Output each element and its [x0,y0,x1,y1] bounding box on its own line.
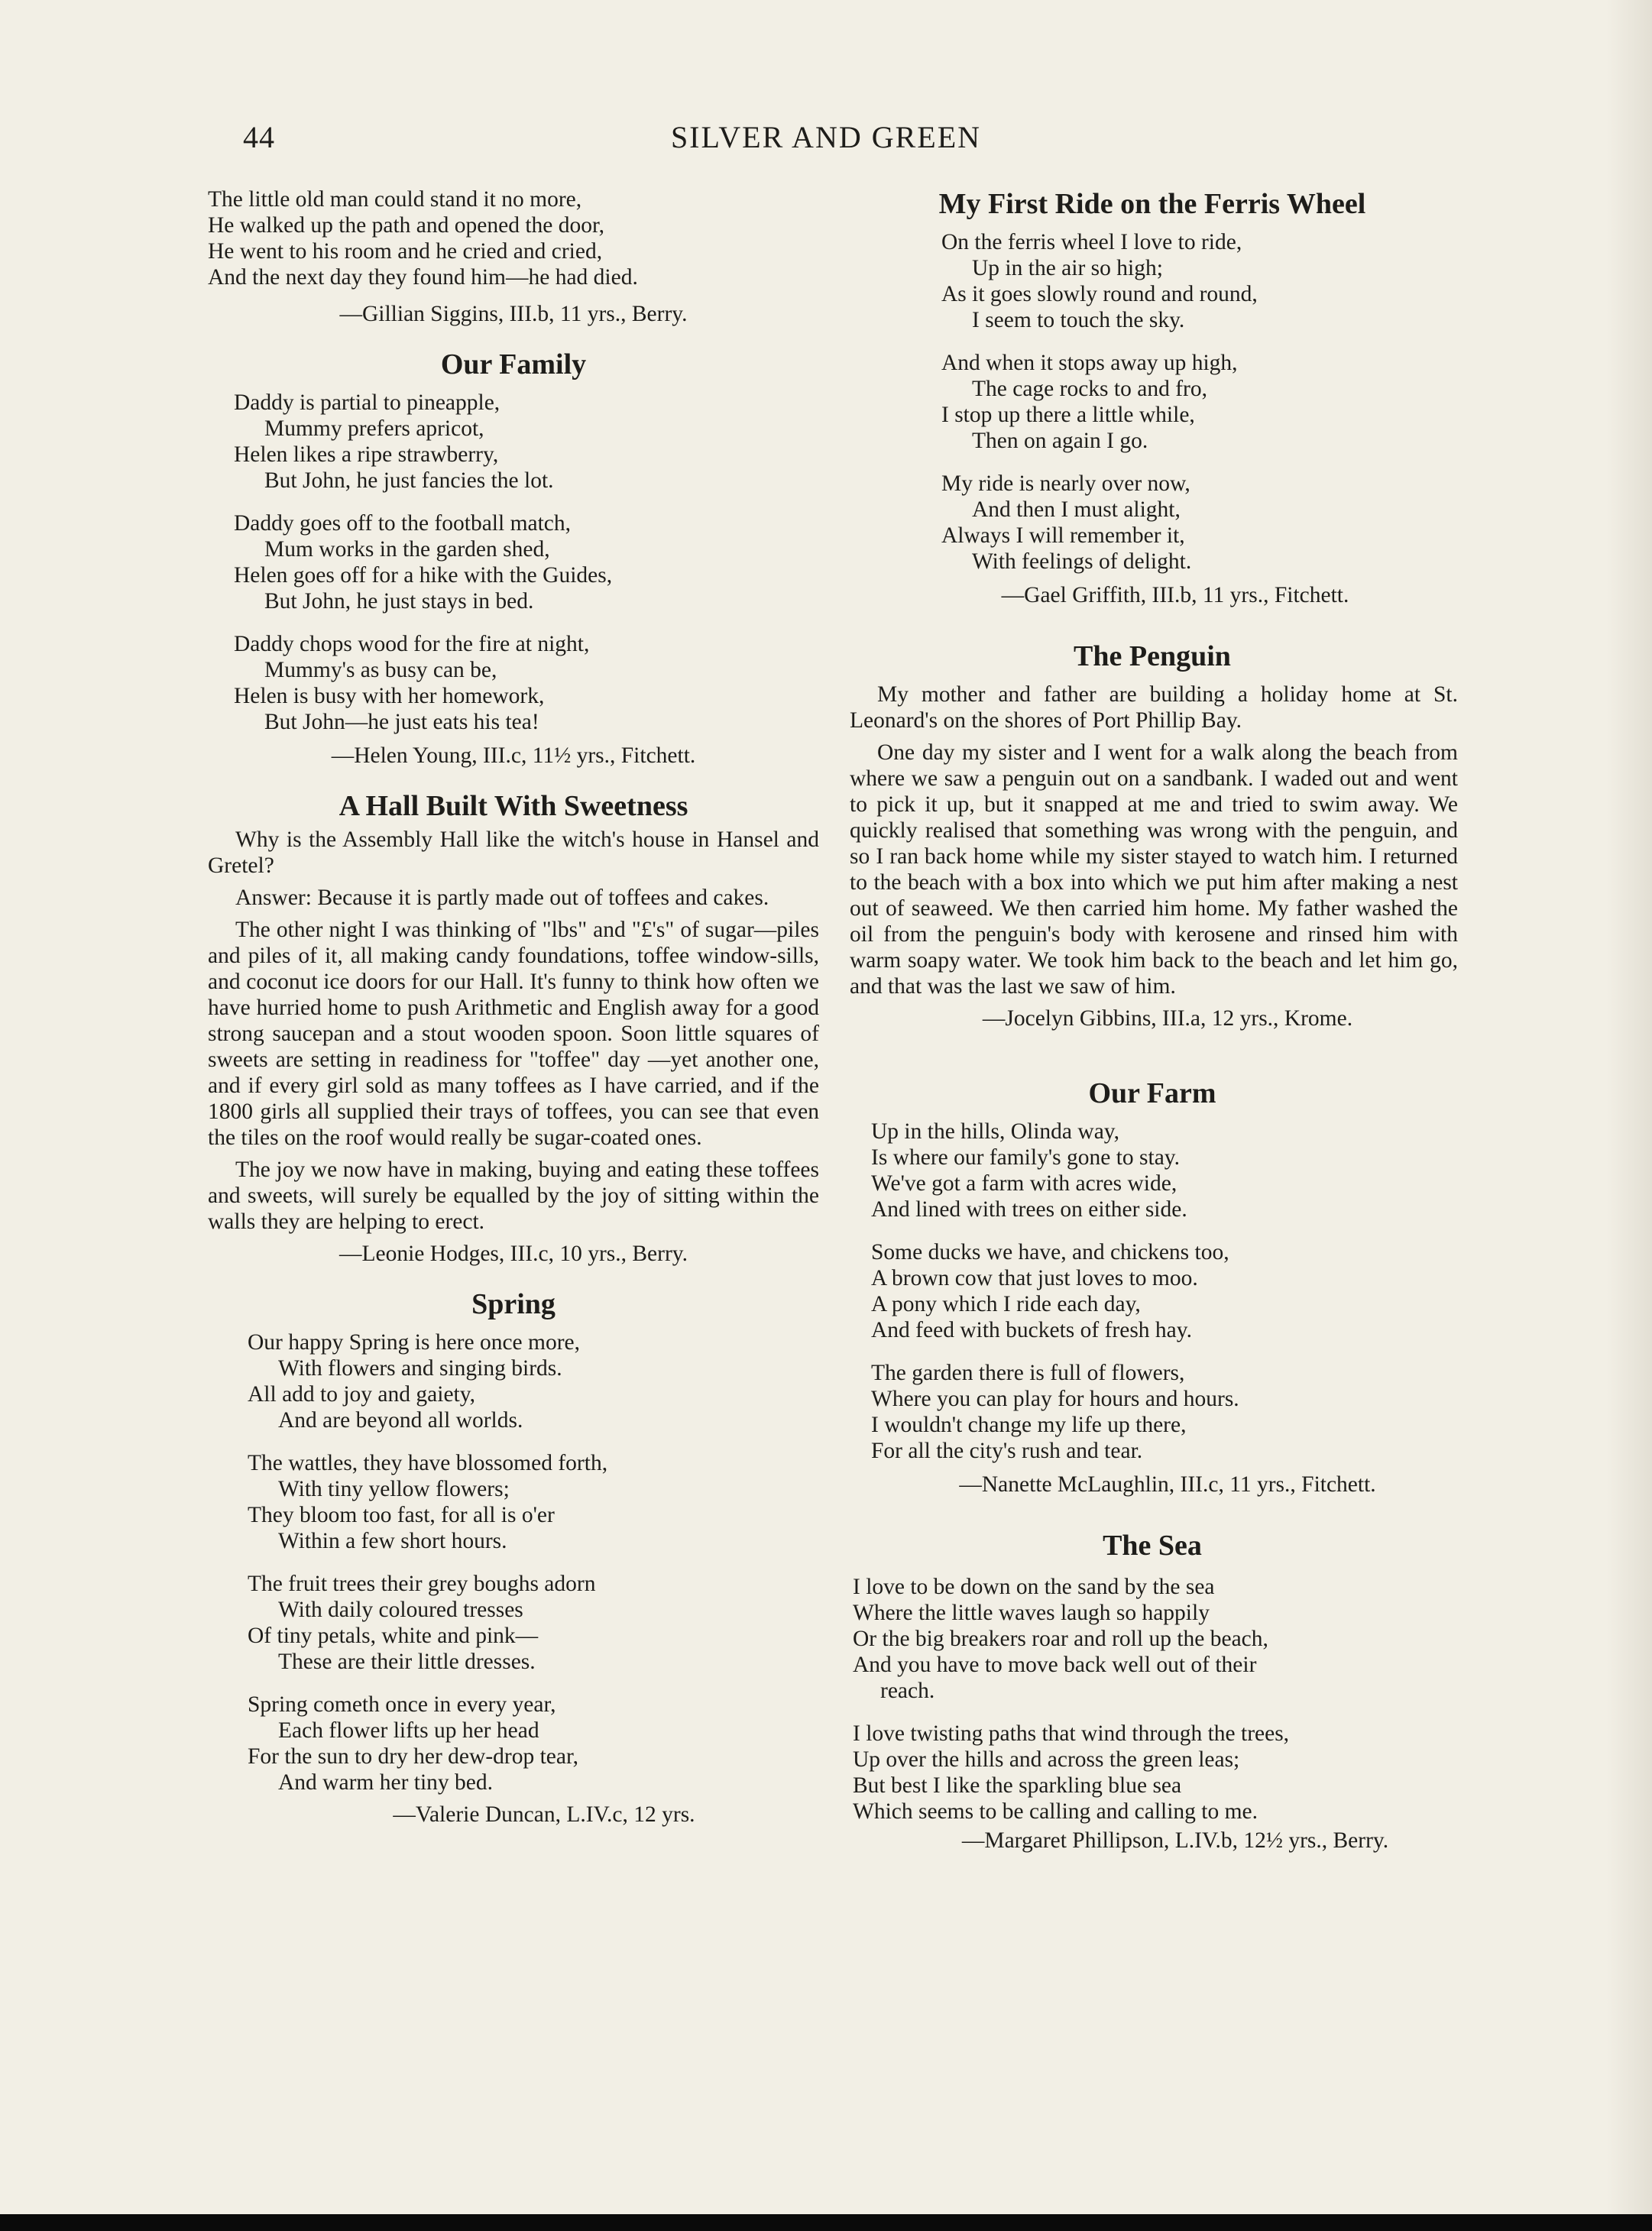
poem-line: With daily coloured tresses [278,1598,523,1622]
poem-line: Helen likes a ripe strawberry, [234,442,499,467]
paragraph: Answer: Because it is partly made out of toffees and cakes. [235,886,769,910]
poem-line: For the sun to dry her dew-drop tear, [248,1744,579,1769]
stanza [853,1574,1458,1704]
poem-line: But John, he just stays in bed. [264,589,534,614]
page-number: 44 [243,120,275,154]
byline: —Nanette McLaughlin, III.c, 11 yrs., Fitchett. [959,1472,1376,1497]
poem-line: For all the city's rush and tear. [871,1439,1143,1463]
stanza [941,350,1458,454]
poem-line: And are beyond all worlds. [278,1408,523,1433]
paragraph: My mother and father are building a holiday home at St. Leonard's on the shores of Port Phillip Bay. [850,682,1458,733]
poem-line: And the next day they found him—he had died. [208,265,638,290]
paragraph: Why is the Assembly Hall like the witch's house in Hansel and Gretel? [208,827,819,878]
poem-line: The fruit trees their grey boughs adorn [248,1572,596,1596]
byline: —Leonie Hodges, III.c, 10 yrs., Berry. [338,1242,688,1266]
poem-line: On the ferris wheel I love to ride, [941,230,1242,254]
poem-line: Which seems to be calling and calling to me. [853,1799,1258,1824]
poem-line: Mummy prefers apricot, [264,416,484,441]
poem-line: Some ducks we have, and chickens too, [871,1240,1229,1264]
poem-line: With tiny yellow flowers; [278,1477,510,1501]
poem-line: Helen goes off for a hike with the Guides, [234,563,613,588]
poem-line: Then on again I go. [972,429,1148,453]
poem-the-sea [847,1574,1458,1825]
poem-intro [208,186,819,290]
poem-line: I love to be down on the sand by the sea [853,1575,1215,1599]
poem-line: Daddy is partial to pineapple, [234,390,500,415]
byline: —Helen Young, III.c, 11½ yrs., Fitchett. [331,743,696,768]
poem-line: They bloom too fast, for all is o'er [248,1503,555,1527]
poem-line: And feed with buckets of fresh hay. [871,1318,1192,1342]
poem-line: With feelings of delight. [972,549,1192,574]
poem-line: Each flower lifts up her head [278,1718,539,1743]
byline: —Valerie Duncan, L.IV.c, 12 yrs. [393,1802,695,1827]
poem-line: I seem to touch the sky. [972,308,1185,332]
right-column [847,186,1458,1854]
poem-line: Of tiny petals, white and pink— [248,1624,539,1648]
byline: —Gillian Siggins, III.b, 11 yrs., Berry. [339,302,688,326]
paragraph: The joy we now have in making, buying and eating these toffees and sweets, will surely be equalled by the joy of sitting within the walls they are helping to erect. [208,1158,819,1234]
article-title: A Hall Built With Sweetness [338,790,688,822]
poem-line: I stop up there a little while, [941,403,1195,427]
poem-line: Mum works in the garden shed, [264,537,550,562]
poem-line: Daddy goes off to the football match, [234,511,572,536]
poem-line: Or the big breakers roar and roll up the beach, [853,1627,1268,1651]
poem-line: A pony which I ride each day, [871,1292,1141,1316]
byline: —Margaret Phillipson, L.IV.b, 12½ yrs., Berry. [961,1828,1389,1853]
page-edge-shadow [1606,0,1652,2231]
poem-line: He walked up the path and opened the door, [208,213,605,238]
poem-line: But best I like the sparkling blue sea [853,1773,1182,1798]
poem-line: reach. [880,1679,935,1703]
stanza [871,1360,1458,1464]
poem-our-farm [847,1119,1458,1464]
poem-line: Where the little waves laugh so happily [853,1601,1210,1625]
poem-title: My First Ride on the Ferris Wheel [938,188,1366,220]
poem-line: Where you can play for hours and hours. [871,1387,1239,1411]
poem-title: Our Family [440,348,587,380]
stanza [234,631,819,735]
poem-spring [208,1329,819,1795]
poem-line: And then I must alight, [972,497,1181,522]
poem-our-family [208,390,819,735]
poem-line: Is where our family's gone to stay. [871,1145,1181,1170]
poem-line: The cage rocks to and fro, [972,377,1207,401]
poem-line: With flowers and singing birds. [278,1356,562,1381]
stanza [248,1450,819,1554]
poem-line: A brown cow that just loves to moo. [871,1266,1198,1290]
stanza [941,229,1458,333]
stanza [871,1119,1458,1222]
poem-line: Within a few short hours. [278,1529,507,1553]
poem-line: The little old man could stand it no more, [208,187,582,212]
poem-title: Our Farm [1088,1077,1216,1109]
poem-title: Spring [471,1288,556,1320]
stanza [871,1239,1458,1343]
stanza [853,1721,1458,1825]
poem-line: Always I will remember it, [941,523,1185,548]
running-header: SILVER AND GREEN [670,120,982,154]
poem-line: And lined with trees on either side. [871,1197,1187,1222]
paragraph: One day my sister and I went for a walk along the beach from where we saw a penguin out on a sandbank. I waded out and went to pick it up, but it snapped at me and tried to swim away. We quickly realised that something was wrong with the penguin, and so I ran back home while my sister stayed to watch him. I returned to the beach with a box into which we put him after making a nest out of seaweed. We then carried him home. My father washed the oil from the penguin's body with kerosene and rinsed him with warm soapy water. We took him back to the beach and let him go, and that was the last we saw of him. [850,740,1458,999]
article-title: The Penguin [1074,640,1231,672]
stanza [248,1571,819,1675]
poem-line: All add to joy and gaiety, [248,1382,475,1407]
stanza [248,1329,819,1433]
poem-line: These are their little dresses. [278,1650,536,1674]
poem-line: Up in the air so high; [972,256,1163,280]
poem-line: As it goes slowly round and round, [941,282,1258,306]
byline: —Gael Griffith, III.b, 11 yrs., Fitchett. [1001,583,1349,607]
stanza [234,510,819,614]
paragraph: The other night I was thinking of "lbs" and "£'s" of sugar—piles and piles of it, all making candy foundations, toffee window-sills, and coconut ice doors for our Hall. It's funny to think how often we have hurried home to push Arithmetic and English away for a good strong saucepan and a stout wooden spoon. Soon little squares of sweets are setting in readiness for "toffee" day —yet another one, and if every girl sold as many toffees as I have carried, and if the 1800 girls all supplied their trays of toffees, you can see that even the tiles on the roof would really be sugar-coated ones. [208,918,819,1150]
poem-line: He went to his room and he cried and cried, [208,239,603,264]
poem-line: Our happy Spring is here once more, [248,1330,581,1355]
poem-line: My ride is nearly over now, [941,471,1190,496]
poem-line: We've got a farm with acres wide, [871,1171,1177,1196]
stanza [234,390,819,494]
poem-ferris-wheel [847,229,1458,575]
poem-line: Spring cometh once in every year, [248,1692,556,1717]
stanza [248,1692,819,1795]
poem-line: Up in the hills, Olinda way, [871,1119,1120,1144]
poem-line: And you have to move back well out of their [853,1653,1257,1677]
poem-line: Helen is busy with her homework, [234,684,545,708]
poem-line: Up over the hills and across the green leas; [853,1747,1240,1772]
left-column [208,186,819,1828]
poem-line: And warm her tiny bed. [278,1770,493,1795]
poem-line: The garden there is full of flowers, [871,1361,1185,1385]
poem-line: Daddy chops wood for the fire at night, [234,632,590,656]
scan-bottom-edge [0,2214,1652,2231]
byline: —Jocelyn Gibbins, III.a, 12 yrs., Krome. [982,1006,1353,1031]
poem-line: Mummy's as busy can be, [264,658,497,682]
poem-line: And when it stops away up high, [941,351,1238,375]
stanza [941,471,1458,575]
poem-line: I love twisting paths that wind through the trees, [853,1721,1290,1746]
poem-title: The Sea [1103,1530,1202,1562]
poem-line: I wouldn't change my life up there, [871,1413,1187,1437]
poem-line: But John—he just eats his tea! [264,710,539,734]
poem-line: The wattles, they have blossomed forth, [248,1451,608,1475]
poem-line: But John, he just fancies the lot. [264,468,554,493]
